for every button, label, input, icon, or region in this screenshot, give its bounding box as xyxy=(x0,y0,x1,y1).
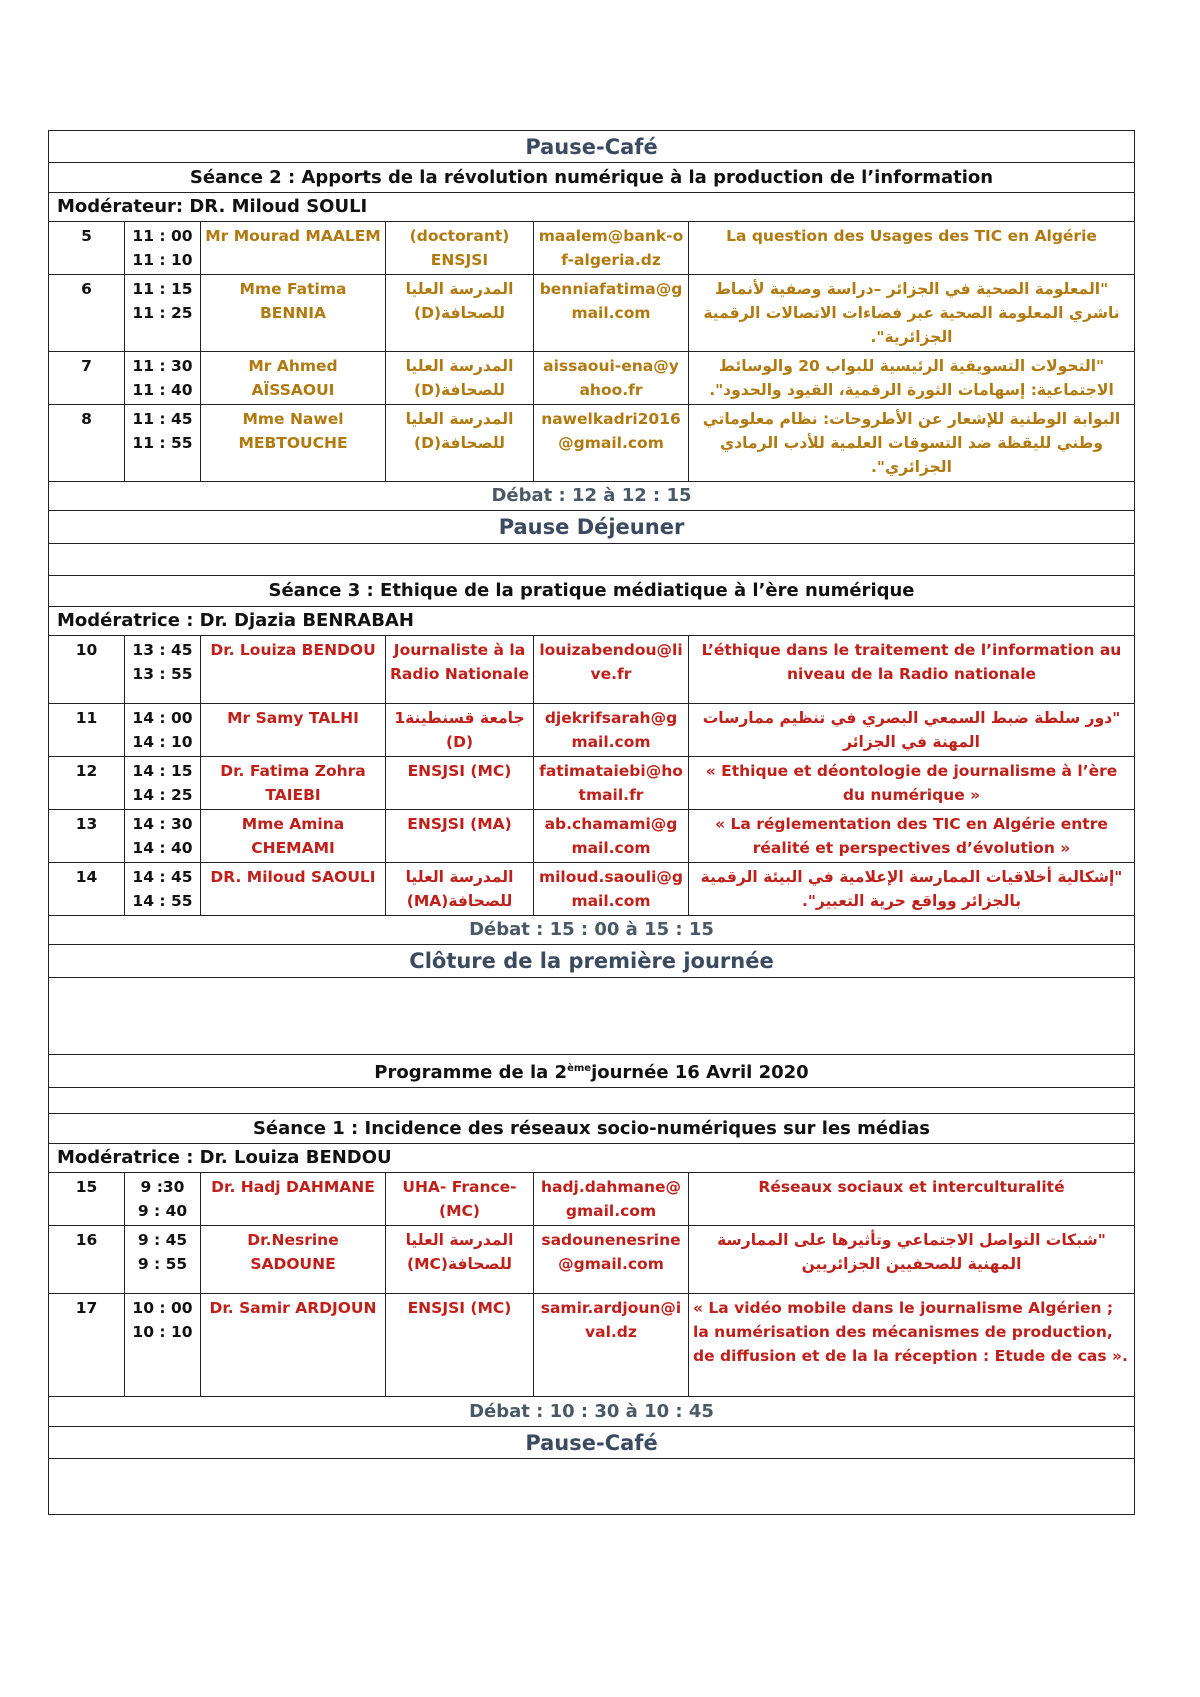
debat-seance2: Débat : 12 à 12 : 15 xyxy=(49,482,1135,511)
speaker-name: Dr. Fatima Zohra TAIEBI xyxy=(201,757,386,810)
affiliation: المدرسة العليا للصحافة(MA) xyxy=(386,863,534,916)
talk-time: 14 : 15 14 : 25 xyxy=(125,757,201,810)
table-row xyxy=(49,810,1135,863)
empty-row xyxy=(49,1459,1135,1515)
talk-topic: "شبكات التواصل الاجتماعي وتأثيرها على الممارسة المهنية للصحفيين الجزائريين xyxy=(689,1226,1135,1294)
talk-time: 14 : 45 14 : 55 xyxy=(125,863,201,916)
talk-time: 13 : 45 13 : 55 xyxy=(125,636,201,704)
email: aissaoui-ena@yahoo.fr xyxy=(534,352,689,405)
talk-number: 14 xyxy=(49,863,125,916)
talk-number: 10 xyxy=(49,636,125,704)
email: miloud.saouli@gmail.com xyxy=(534,863,689,916)
table-row xyxy=(49,757,1135,810)
affiliation: المدرسة العليا للصحافة(D) xyxy=(386,275,534,352)
talk-topic: « Ethique et déontologie de journalisme à l’ère du numérique » xyxy=(689,757,1135,810)
affiliation: ENSJSI (MA) xyxy=(386,810,534,863)
talk-number: 7 xyxy=(49,352,125,405)
seance3-title: Séance 3 : Ethique de la pratique médiatique à l’ère numérique xyxy=(49,576,1135,607)
talk-number: 6 xyxy=(49,275,125,352)
email: maalem@bank-of-algeria.dz xyxy=(534,222,689,275)
table-row xyxy=(49,1226,1135,1294)
debat-seance1: Débat : 10 : 30 à 10 : 45 xyxy=(49,1397,1135,1427)
speaker-name: Mme Nawel MEBTOUCHE xyxy=(201,405,386,482)
table-row xyxy=(49,636,1135,704)
pause-cafe-heading-2: Pause-Café xyxy=(49,1427,1135,1459)
email: fatimataiebi@hotmail.fr xyxy=(534,757,689,810)
moderator-seance1: Modératrice : Dr. Louiza BENDOU xyxy=(49,1144,1135,1173)
talk-topic: "دور سلطة ضبط السمعي البصري في تنظيم ممارسات المهنة في الجزائر xyxy=(689,704,1135,757)
email: sadounenesrine@gmail.com xyxy=(534,1226,689,1294)
speaker-name: Mme Fatima BENNIA xyxy=(201,275,386,352)
email: ab.chamami@gmail.com xyxy=(534,810,689,863)
email: benniafatima@gmail.com xyxy=(534,275,689,352)
talk-topic: "المعلومة الصحية في الجزائر –دراسة وصفية لأنماط ناشري المعلومة الصحية عبر فضاءات الاتصالات الرقمية الجزائرية". xyxy=(689,275,1135,352)
talk-time: 9 : 45 9 : 55 xyxy=(125,1226,201,1294)
empty-row xyxy=(49,1088,1135,1114)
talk-topic: L’éthique dans le traitement de l’information au niveau de la Radio nationale xyxy=(689,636,1135,704)
talk-time: 10 : 00 10 : 10 xyxy=(125,1294,201,1397)
affiliation: المدرسة العليا للصحافة(D) xyxy=(386,405,534,482)
talk-topic: Réseaux sociaux et interculturalité xyxy=(689,1173,1135,1226)
talk-number: 8 xyxy=(49,405,125,482)
talk-time: 11 : 15 11 : 25 xyxy=(125,275,201,352)
talk-time: 14 : 00 14 : 10 xyxy=(125,704,201,757)
speaker-name: Dr. Samir ARDJOUN xyxy=(201,1294,386,1397)
table-row xyxy=(49,863,1135,916)
email: samir.ardjoun@ival.dz xyxy=(534,1294,689,1397)
talk-number: 16 xyxy=(49,1226,125,1294)
program-table xyxy=(48,130,1135,1515)
affiliation: جامعة قسنطينة1 (D) xyxy=(386,704,534,757)
talk-time: 11 : 30 11 : 40 xyxy=(125,352,201,405)
speaker-name: DR. Miloud SAOULI xyxy=(201,863,386,916)
affiliation: (doctorant) ENSJSI xyxy=(386,222,534,275)
speaker-name: Mr Ahmed AÏSSAOUI xyxy=(201,352,386,405)
pause-dejeuner-heading: Pause Déjeuner xyxy=(49,511,1135,544)
affiliation: Journaliste à la Radio Nationale xyxy=(386,636,534,704)
affiliation: المدرسة العليا للصحافة(D) xyxy=(386,352,534,405)
table-row xyxy=(49,352,1135,405)
email: djekrifsarah@gmail.com xyxy=(534,704,689,757)
speaker-name: Mme Amina CHEMAMI xyxy=(201,810,386,863)
talk-number: 17 xyxy=(49,1294,125,1397)
talk-topic: "التحولات التسويقية الرئيسية للبواب 20 والوسائط الاجتماعية: إسهامات الثورة الرقمية، القيود والحدود". xyxy=(689,352,1135,405)
talk-number: 5 xyxy=(49,222,125,275)
seance2-title: Séance 2 : Apports de la révolution numérique à la production de l’information xyxy=(49,163,1135,193)
programme-day2-title: Programme de la 2èmejournée 16 Avril 2020 xyxy=(49,1055,1135,1088)
talk-topic: « La vidéo mobile dans le journalisme Algérien ; la numérisation des mécanismes de production, de diffusion et de la la réception : Etude de cas ». xyxy=(689,1294,1135,1397)
speaker-name: Mr Samy TALHI xyxy=(201,704,386,757)
affiliation: المدرسة العليا للصحافة(MC) xyxy=(386,1226,534,1294)
pause-cafe-heading: Pause-Café xyxy=(49,131,1135,163)
email: louizabendou@live.fr xyxy=(534,636,689,704)
moderator-seance3: Modératrice : Dr. Djazia BENRABAH xyxy=(49,607,1135,636)
speaker-name: Dr.Nesrine SADOUNE xyxy=(201,1226,386,1294)
empty-row xyxy=(49,978,1135,1055)
talk-topic: « La réglementation des TIC en Algérie entre réalité et perspectives d’évolution » xyxy=(689,810,1135,863)
talk-time: 11 : 00 11 : 10 xyxy=(125,222,201,275)
moderator-seance2: Modérateur: DR. Miloud SOULI xyxy=(49,193,1135,222)
speaker-name: Dr. Hadj DAHMANE xyxy=(201,1173,386,1226)
talk-number: 12 xyxy=(49,757,125,810)
table-row xyxy=(49,275,1135,352)
table-row xyxy=(49,222,1135,275)
table-row xyxy=(49,704,1135,757)
talk-time: 14 : 30 14 : 40 xyxy=(125,810,201,863)
talk-number: 13 xyxy=(49,810,125,863)
program-sheet xyxy=(48,130,1134,1515)
talk-topic: "إشكالية أخلاقيات الممارسة الإعلامية في البيئة الرقمية بالجزائر وواقع حرية التعبير". xyxy=(689,863,1135,916)
table-row xyxy=(49,405,1135,482)
email: hadj.dahmane@gmail.com xyxy=(534,1173,689,1226)
table-row xyxy=(49,1173,1135,1226)
email: nawelkadri2016@gmail.com xyxy=(534,405,689,482)
speaker-name: Mr Mourad MAALEM xyxy=(201,222,386,275)
empty-row xyxy=(49,544,1135,576)
talk-time: 11 : 45 11 : 55 xyxy=(125,405,201,482)
talk-topic: La question des Usages des TIC en Algérie xyxy=(689,222,1135,275)
talk-time: 9 :30 9 : 40 xyxy=(125,1173,201,1226)
table-row xyxy=(49,1294,1135,1397)
debat-seance3: Débat : 15 : 00 à 15 : 15 xyxy=(49,916,1135,945)
talk-topic: البوابة الوطنية للإشعار عن الأطروحات: نظام معلوماتي وطني لليقظة ضد التسوقات العلمية للأدب الرمادي الجزائري". xyxy=(689,405,1135,482)
affiliation: UHA- France-(MC) xyxy=(386,1173,534,1226)
cloture-heading: Clôture de la première journée xyxy=(49,945,1135,978)
affiliation: ENSJSI (MC) xyxy=(386,1294,534,1397)
speaker-name: Dr. Louiza BENDOU xyxy=(201,636,386,704)
seance1-title: Séance 1 : Incidence des réseaux socio-numériques sur les médias xyxy=(49,1114,1135,1144)
talk-number: 15 xyxy=(49,1173,125,1226)
talk-number: 11 xyxy=(49,704,125,757)
affiliation: ENSJSI (MC) xyxy=(386,757,534,810)
